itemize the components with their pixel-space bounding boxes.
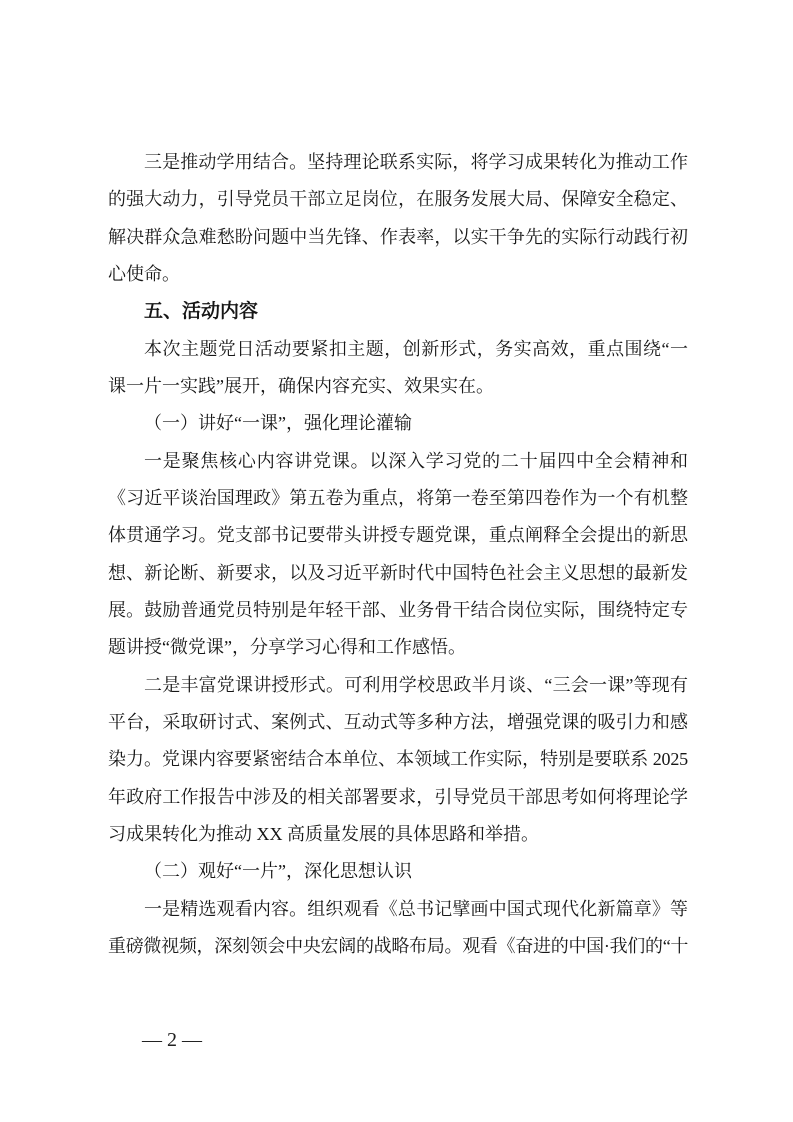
- paragraph: [108, 144, 688, 293]
- paragraph-line: 三是推动学用结合。坚持理论联系实际，将学习成果转化为推动工作: [144, 152, 688, 172]
- paragraph: [108, 891, 688, 966]
- paragraph: [108, 443, 688, 667]
- paragraph-line: 心使命。: [108, 263, 180, 284]
- paragraph-line: 解决群众急难愁盼问题中当先锋、作表率，以实干争先的实际行动践行初: [108, 226, 688, 247]
- paragraph: [108, 667, 688, 854]
- paragraph-line: 的强大动力，引导党员干部立足岗位，在服务发展大局、保障安全稳定、: [108, 189, 688, 210]
- paragraph-line: 体贯通学习。党支部书记要带头讲授专题党课，重点阐释全会提出的新思: [108, 525, 688, 546]
- document-body: [108, 144, 688, 965]
- page-number: — 2 —: [142, 1029, 202, 1051]
- paragraph-line: 想、新论断、新要求，以及习近平新时代中国特色社会主义思想的最新发: [108, 562, 688, 583]
- paragraph-line: 一是聚焦核心内容讲党课。以深入学习党的二十届四中全会精神和: [144, 450, 688, 471]
- paragraph-line: 染力。党课内容要紧密结合本单位、本领域工作实际，特别是要联系 2025: [108, 749, 688, 770]
- paragraph-line: 本次主题党日活动要紧扣主题，创新形式，务实高效，重点围绕“一: [144, 338, 688, 359]
- paragraph-line: 习成果转化为推动 XX 高质量发展的具体思路和举措。: [108, 823, 539, 844]
- subsection-heading: （二）观好“一片”，深化思想认识: [144, 861, 412, 882]
- paragraph-line: 重磅微视频，深刻领会中央宏阔的战略布局。观看《奋进的中国·我们的“十: [108, 935, 688, 956]
- section-heading: 五、活动内容: [144, 300, 259, 323]
- paragraph-line: 一是精选观看内容。组织观看《总书记擘画中国式现代化新篇章》等: [144, 898, 688, 919]
- subsection-heading: （一）讲好“一课”，强化理论灌输: [144, 413, 412, 434]
- paragraph-line: 题讲授“微党课”，分享学习心得和工作感悟。: [108, 637, 466, 658]
- paragraph-line: 年政府工作报告中涉及的相关部署要求，引导党员干部思考如何将理论学: [108, 786, 688, 807]
- paragraph-line: 课一片一实践”展开，确保内容充实、效果实在。: [108, 375, 494, 396]
- paragraph-line: 展。鼓励普通党员特别是年轻干部、业务骨干结合岗位实际，围绕特定专: [108, 599, 688, 620]
- paragraph-line: 《习近平谈治国理政》第五卷为重点，将第一卷至第四卷作为一个有机整: [108, 487, 688, 508]
- paragraph-line: 二是丰富党课讲授形式。可利用学校思政半月谈、“三会一课”等现有: [144, 674, 688, 695]
- paragraph: [108, 331, 688, 406]
- paragraph-line: 平台，采取研讨式、案例式、互动式等多种方法，增强党课的吸引力和感: [108, 711, 688, 732]
